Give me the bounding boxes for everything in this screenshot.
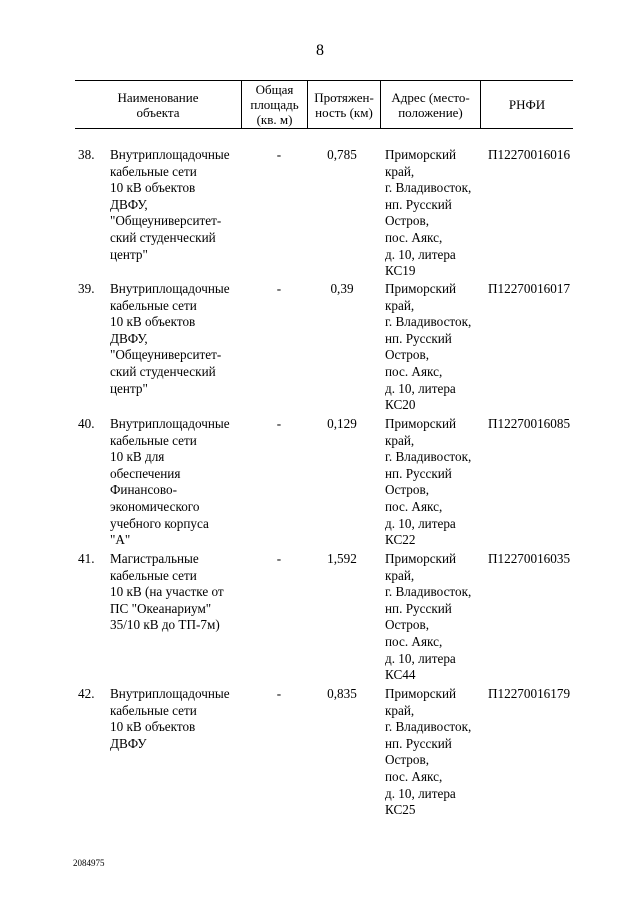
total-area: - — [276, 281, 282, 296]
object-name: Магистральные кабельные сети 10 кВ (на участке от ПС "Океанариум" 35/10 кВ до ТП-7м) — [110, 551, 224, 633]
object-name: Внутриплощадочные кабельные сети 10 кВ для обеспечения Финансово- экономического учебного корпуса "А" — [110, 416, 230, 548]
document-footer-code: 2084975 — [73, 858, 105, 868]
rnfi-code: П12270016179 — [488, 686, 571, 701]
total-area: - — [276, 416, 282, 431]
page-number: 8 — [316, 42, 324, 59]
header-rnfi: РНФИ — [508, 97, 546, 112]
total-area: - — [276, 147, 282, 162]
header-area: Общая площадь (кв. м) — [250, 82, 299, 127]
length-km: 0,835 — [327, 686, 357, 701]
address: Приморский край, г. Владивосток, нп. Русский Остров, пос. Аякс, д. 10, литера КС20 — [385, 281, 472, 413]
header-length: Протяжен- ность (км) — [314, 89, 374, 120]
rnfi-code: П12270016016 — [488, 147, 571, 162]
length-km: 0,129 — [327, 416, 357, 431]
row-number: 42. — [78, 686, 95, 701]
address: Приморский край, г. Владивосток, нп. Русский Остров, пос. Аякс, д. 10, литера КС22 — [385, 416, 472, 548]
row-number: 41. — [78, 551, 95, 566]
rnfi-code: П12270016085 — [488, 416, 571, 431]
length-km: 0,39 — [330, 281, 354, 296]
rnfi-code: П12270016017 — [488, 281, 571, 296]
address: Приморский край, г. Владивосток, нп. Русский Остров, пос. Аякс, д. 10, литера КС19 — [385, 147, 472, 279]
row-number: 39. — [78, 281, 95, 296]
address: Приморский край, г. Владивосток, нп. Русский Остров, пос. Аякс, д. 10, литера КС44 — [385, 551, 472, 683]
object-name: Внутриплощадочные кабельные сети 10 кВ объектов ДВФУ, "Общеуниверситет- ский студенческий центр" — [110, 147, 230, 262]
header-name: Наименование объекта — [117, 89, 199, 120]
total-area: - — [276, 551, 282, 566]
length-km: 0,785 — [327, 147, 357, 162]
address: Приморский край, г. Владивосток, нп. Русский Остров, пос. Аякс, д. 10, литера КС25 — [385, 686, 472, 818]
length-km: 1,592 — [327, 551, 357, 566]
object-name: Внутриплощадочные кабельные сети 10 кВ объектов ДВФУ — [110, 686, 230, 751]
row-number: 38. — [78, 147, 95, 162]
rnfi-code: П12270016035 — [488, 551, 571, 566]
total-area: - — [276, 686, 282, 701]
object-name: Внутриплощадочные кабельные сети 10 кВ объектов ДВФУ, "Общеуниверситет- ский студенческий центр" — [110, 281, 230, 396]
row-number: 40. — [78, 416, 95, 431]
header-address: Адрес (место- положение) — [391, 89, 470, 120]
